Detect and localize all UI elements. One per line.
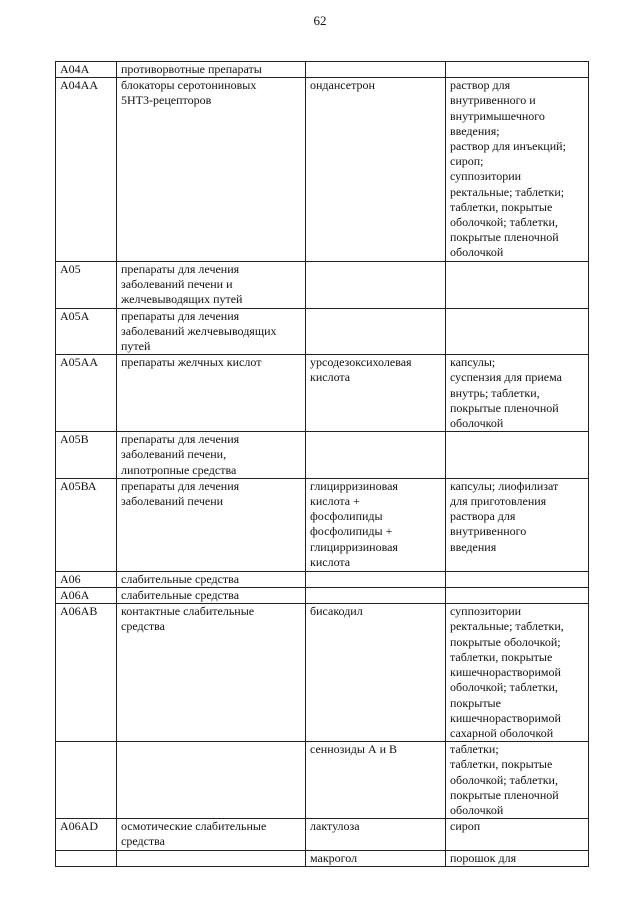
atc-code-cell: А05А bbox=[56, 308, 117, 355]
drug-name-cell: макрогол bbox=[306, 850, 446, 866]
table-row bbox=[56, 588, 589, 604]
group-name-cell: препараты для лечения заболеваний печени bbox=[117, 478, 306, 571]
atc-code-cell: А05В bbox=[56, 432, 117, 479]
drug-name-cell: бисакодил bbox=[306, 604, 446, 742]
atc-code-cell: А04А bbox=[56, 62, 117, 78]
dosage-form-cell: раствор для внутривенного и внутримышечного введения; раствор для инъекций; сироп; суппозитории ректальные; таблетки; таблетки, покрытые оболочкой; таблетки, покрытые пленочной оболочкой bbox=[446, 78, 589, 261]
group-name-cell: противорвотные препараты bbox=[117, 62, 306, 78]
table-row bbox=[56, 78, 589, 261]
page-number: 62 bbox=[313, 13, 327, 28]
dosage-form-cell bbox=[446, 261, 589, 308]
table-row bbox=[56, 62, 589, 78]
dosage-form-cell: капсулы; суспензия для приема внутрь; таблетки, покрытые пленочной оболочкой bbox=[446, 355, 589, 432]
atc-code-cell: А05ВА bbox=[56, 478, 117, 571]
atc-code-cell: А06 bbox=[56, 571, 117, 587]
group-name-cell: контактные слабительные средства bbox=[117, 604, 306, 742]
drug-name-cell bbox=[306, 308, 446, 355]
group-name-cell: слабительные средства bbox=[117, 588, 306, 604]
drug-name-cell: ондансетрон bbox=[306, 78, 446, 261]
drug-classification-table bbox=[55, 61, 589, 867]
table-row bbox=[56, 355, 589, 432]
dosage-form-cell: порошок для bbox=[446, 850, 589, 866]
drug-name-cell bbox=[306, 432, 446, 479]
drug-name-cell bbox=[306, 62, 446, 78]
drug-name-cell bbox=[306, 261, 446, 308]
group-name-cell bbox=[117, 742, 306, 819]
dosage-form-cell bbox=[446, 308, 589, 355]
dosage-form-cell bbox=[446, 571, 589, 587]
atc-code-cell: А06А bbox=[56, 588, 117, 604]
dosage-form-cell bbox=[446, 62, 589, 78]
dosage-form-cell: сироп bbox=[446, 819, 589, 850]
group-name-cell: препараты желчных кислот bbox=[117, 355, 306, 432]
group-name-cell: препараты для лечения заболеваний желчевыводящих путей bbox=[117, 308, 306, 355]
drug-name-cell: глицирризиновая кислота + фосфолипиды фосфолипиды + глицирризиновая кислота bbox=[306, 478, 446, 571]
table-row bbox=[56, 432, 589, 479]
drug-name-cell bbox=[306, 571, 446, 587]
table-row bbox=[56, 850, 589, 866]
group-name-cell: слабительные средства bbox=[117, 571, 306, 587]
dosage-form-cell bbox=[446, 432, 589, 479]
atc-code-cell: А05АА bbox=[56, 355, 117, 432]
table-row bbox=[56, 308, 589, 355]
atc-code-cell: А06АD bbox=[56, 819, 117, 850]
dosage-form-cell: таблетки; таблетки, покрытые оболочкой; таблетки, покрытые пленочной оболочкой bbox=[446, 742, 589, 819]
dosage-form-cell: капсулы; лиофилизат для приготовления раствора для внутривенного введения bbox=[446, 478, 589, 571]
table-row bbox=[56, 261, 589, 308]
atc-code-cell: А06АВ bbox=[56, 604, 117, 742]
atc-code-cell bbox=[56, 742, 117, 819]
table-row bbox=[56, 819, 589, 850]
drug-name-cell: урсодезоксихолевая кислота bbox=[306, 355, 446, 432]
dosage-form-cell bbox=[446, 588, 589, 604]
table-row bbox=[56, 478, 589, 571]
group-name-cell: препараты для лечения заболеваний печени, липотропные средства bbox=[117, 432, 306, 479]
group-name-cell: осмотические слабительные средства bbox=[117, 819, 306, 850]
atc-code-cell bbox=[56, 850, 117, 866]
group-name-cell bbox=[117, 850, 306, 866]
atc-code-cell: А04АА bbox=[56, 78, 117, 261]
drug-name-cell bbox=[306, 588, 446, 604]
atc-code-cell: А05 bbox=[56, 261, 117, 308]
table-row bbox=[56, 571, 589, 587]
dosage-form-cell: суппозитории ректальные; таблетки, покрытые оболочкой; таблетки, покрытые кишечнорастворимой оболочкой; таблетки, покрытые кишечнорастворимой сахарной оболочкой bbox=[446, 604, 589, 742]
group-name-cell: блокаторы серотониновых 5НТ3-рецепторов bbox=[117, 78, 306, 261]
group-name-cell: препараты для лечения заболеваний печени и желчевыводящих путей bbox=[117, 261, 306, 308]
table-row bbox=[56, 604, 589, 742]
drug-name-cell: лактулоза bbox=[306, 819, 446, 850]
table-row bbox=[56, 742, 589, 819]
drug-name-cell: сеннозиды А и В bbox=[306, 742, 446, 819]
